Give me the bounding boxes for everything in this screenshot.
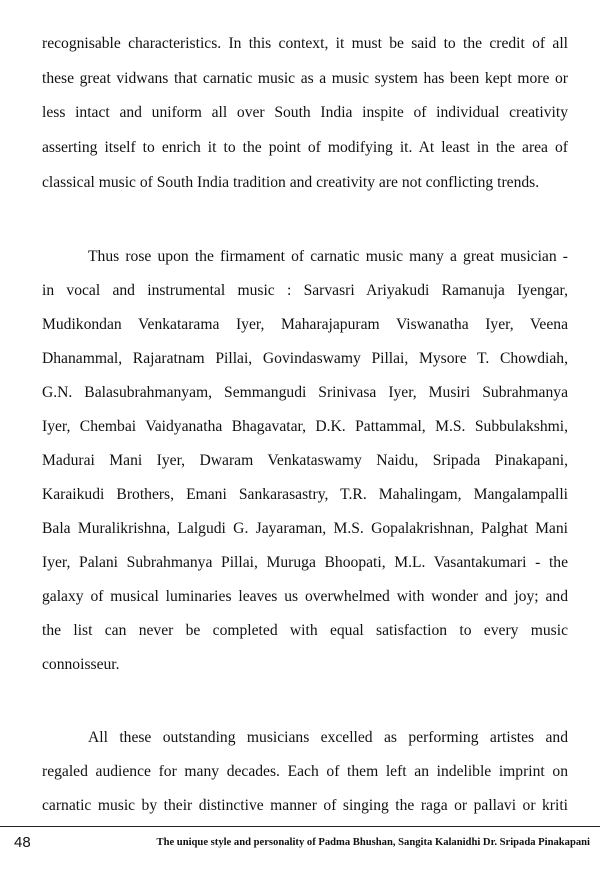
body-text-line: in vocal and instrumental music : Sarvasri Ariyakudi Ramanuja Iyengar, [42, 282, 568, 299]
body-text-line: Iyer, Chembai Vaidyanatha Bhagavatar, D.K. Pattammal, M.S. Subbulakshmi, [42, 418, 568, 435]
body-text-line: connoisseur. [42, 656, 120, 673]
body-text-line: carnatic music by their distinctive manner of singing the raga or pallavi or kriti [42, 797, 568, 814]
body-text-line: Thus rose upon the firmament of carnatic music many a great musician - [88, 248, 568, 265]
body-text-line: regaled audience for many decades. Each of them left an indelible imprint on [42, 763, 568, 780]
body-text-line: less intact and uniform all over South India inspite of individual creativity [42, 104, 568, 121]
body-text-line: galaxy of musical luminaries leaves us overwhelmed with wonder and joy; and [42, 588, 568, 605]
body-text-line: asserting itself to enrich it to the point of modifying it. At least in the area of [42, 139, 568, 156]
body-text-line: Karaikudi Brothers, Emani Sankarasastry, T.R. Mahalingam, Mangalampalli [42, 486, 568, 503]
running-title: The unique style and personality of Padma Bhushan, Sangita Kalanidhi Dr. Sripada Pinakapani [156, 837, 590, 848]
footer-divider [0, 826, 600, 827]
body-text-line: Dhanammal, Rajaratnam Pillai, Govindaswamy Pillai, Mysore T. Chowdiah, [42, 350, 568, 367]
body-text-line: recognisable characteristics. In this context, it must be said to the credit of all [42, 35, 568, 52]
body-text-line: these great vidwans that carnatic music as a music system has been kept more or [42, 70, 568, 87]
body-text-line: Bala Muralikrishna, Lalgudi G. Jayaraman, M.S. Gopalakrishnan, Palghat Mani [42, 520, 568, 537]
body-text-line: classical music of South India tradition and creativity are not conflicting trends. [42, 174, 540, 191]
body-text-line: Madurai Mani Iyer, Dwaram Venkataswamy Naidu, Sripada Pinakapani, [42, 452, 568, 469]
body-text-line: All these outstanding musicians excelled as performing artistes and [88, 729, 568, 746]
body-text-line: Mudikondan Venkatarama Iyer, Maharajapuram Viswanatha Iyer, Veena [42, 316, 568, 333]
body-text-line: Iyer, Palani Subrahmanya Pillai, Muruga Bhoopati, M.L. Vasantakumari - the [42, 554, 568, 571]
body-text-line: G.N. Balasubrahmanyam, Semmangudi Srinivasa Iyer, Musiri Subrahmanya [42, 384, 568, 401]
body-text-line: the list can never be completed with equal satisfaction to every music [42, 622, 568, 639]
page-number: 48 [14, 834, 31, 851]
